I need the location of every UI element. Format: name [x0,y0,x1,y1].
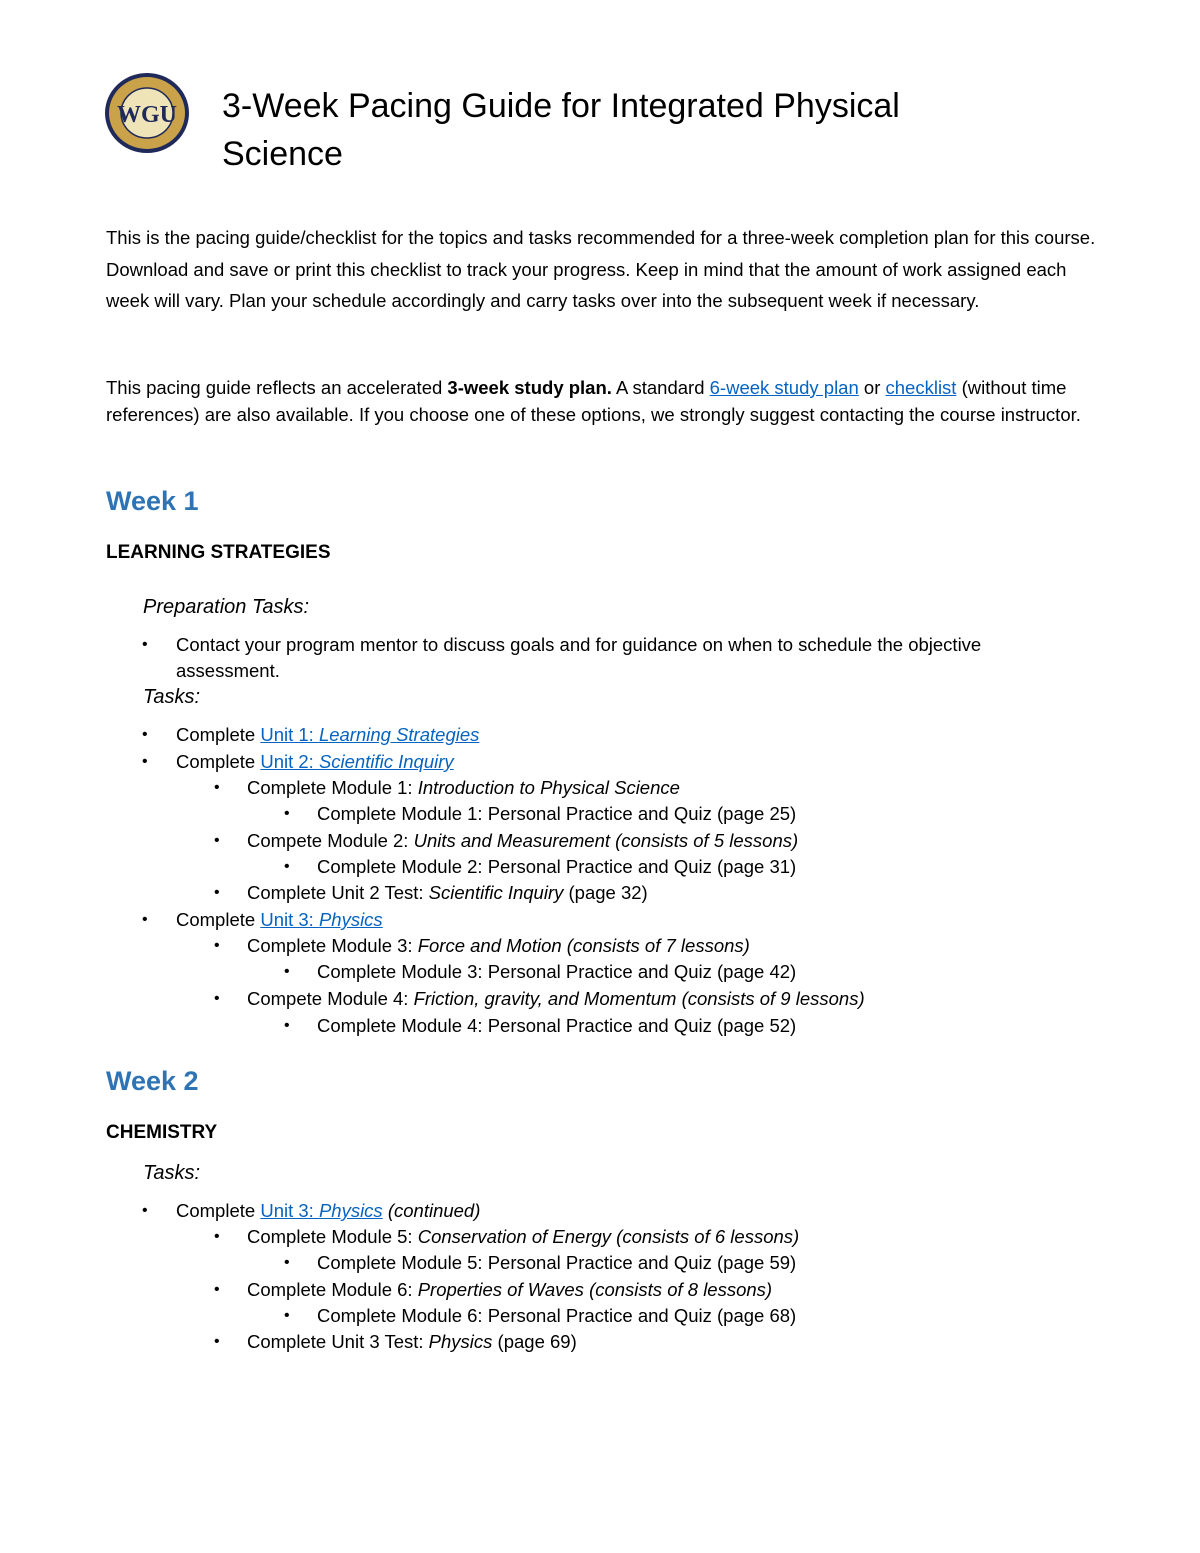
plan-text: (without time references) are also available. If you choose one of these options, we strongly suggest contacting the course instructor. [106,377,1081,425]
bullet-icon: • [214,1333,220,1350]
list-item [214,933,750,959]
item-text: Complete Unit 2 Test: [247,882,429,903]
item-text: Compete Module 4: [247,988,414,1009]
bullet-icon: • [214,832,220,849]
list-item [142,632,1056,684]
bullet-icon: • [214,779,220,796]
week-2-heading: Week 2 [106,1066,199,1096]
item-text: (continued) [382,1200,481,1221]
list-item [214,880,648,906]
item-text: Conservation of Energy (consists of 6 lessons) [417,1226,800,1247]
bullet-icon: • [284,1017,290,1034]
link-text: Scientific Inquiry [318,751,454,772]
six-week-plan-link[interactable]: 6-week study plan [709,377,859,398]
bullet-icon: • [284,1254,290,1271]
unit-2-link[interactable] [260,751,453,772]
list-item [214,1224,800,1250]
week-1-heading: Week 1 [106,486,199,516]
list-item [214,828,799,854]
wgu-seal-logo [104,72,190,154]
intro-paragraph: This is the pacing guide/checklist for the topics and tasks recommended for a three-week completion plan for this course. Download and save or print this checklist to track your progress. Keep in mind that the amount of work assigned each week will vary. Plan your schedule accordingly and carry tasks over into the subsequent week if necessary. [106,227,1096,311]
item-text: Complete Module 3: Personal Practice and Quiz (page 42) [317,961,797,982]
item-text: (page 69) [492,1331,577,1352]
link-text: Unit 3: [260,1200,319,1221]
item-text: Complete Module 6: [247,1279,418,1300]
item-text: (page 32) [563,882,648,903]
bullet-icon: • [142,636,148,653]
page-title [222,82,982,178]
item-text: Complete Module 3: [247,935,418,956]
item-text: Complete [176,724,261,745]
item-text: Complete Module 6: Personal Practice and Quiz (page 68) [317,1305,797,1326]
link-text: Learning Strategies [318,724,480,745]
bullet-icon: • [142,753,148,770]
bullet-icon: • [284,963,290,980]
list-item [214,1277,773,1303]
item-text: Complete Module 1: Personal Practice and Quiz (page 25) [317,803,797,824]
item-text: Complete Module 2: Personal Practice and Quiz (page 31) [317,856,797,877]
item-text: Units and Measurement (consists of 5 lessons) [413,830,799,851]
week-2-section-heading: CHEMISTRY [106,1122,218,1143]
item-text: Complete Module 5: Personal Practice and Quiz (page 59) [317,1252,797,1273]
plan-text: A standard [611,377,710,398]
item-text: Complete [176,751,261,772]
svg-text:WGU: WGU [117,102,177,128]
unit-3-link[interactable] [260,909,382,930]
unit-3-link[interactable] [260,1200,382,1221]
list-item [142,907,383,933]
bullet-icon: • [284,805,290,822]
bullet-icon: • [142,726,148,743]
list-item [284,801,797,827]
link-text: Physics [318,909,383,930]
bullet-icon: • [214,884,220,901]
list-item [214,986,865,1012]
list-item [214,1329,577,1355]
link-text: Unit 1: [260,724,319,745]
item-text: Complete Module 1: [247,777,418,798]
bullet-icon: • [214,1228,220,1245]
bullet-icon: • [214,990,220,1007]
item-text: Introduction to Physical Science [417,777,680,798]
item-text: Physics [428,1331,493,1352]
item-text: Friction, gravity, and Momentum (consists of 9 lessons) [413,988,865,1009]
item-text: Complete [176,1200,261,1221]
list-item [142,722,480,748]
item-text: Scientific Inquiry [428,882,564,903]
tasks-label: Tasks: [143,1162,201,1184]
plan-text: or [858,377,886,398]
bullet-icon: • [284,858,290,875]
item-text: Force and Motion (consists of 7 lessons) [417,935,750,956]
list-item [284,1013,797,1039]
item-text: Complete Unit 3 Test: [247,1331,429,1352]
bullet-icon: • [142,1202,148,1219]
checklist-link[interactable]: checklist [885,377,957,398]
item-text: Complete Module 5: [247,1226,418,1247]
bullet-icon: • [214,1281,220,1298]
plan-text: This pacing guide reflects an accelerated [106,377,448,398]
list-item [284,959,797,985]
link-text: Unit 3: [260,909,319,930]
link-text: Physics [318,1200,383,1221]
link-text: Unit 2: [260,751,319,772]
item-text: Properties of Waves (consists of 8 lessons) [417,1279,773,1300]
item-text: Complete [176,909,261,930]
list-item [214,775,680,801]
item-text: Compete Module 2: [247,830,414,851]
plan-paragraph [106,374,1106,428]
preparation-tasks-label: Preparation Tasks: [143,596,310,618]
title-line-1: 3-Week Pacing Guide for Integrated Physical [222,87,900,125]
unit-1-link[interactable] [260,724,479,745]
list-item [142,749,454,775]
week-1-section-heading: LEARNING STRATEGIES [106,542,331,563]
list-item [284,1303,797,1329]
item-text: Contact your program mentor to discuss goals and for guidance on when to schedule the objective assessment. [176,634,982,681]
bullet-icon: • [284,1307,290,1324]
list-item [284,1250,797,1276]
list-item [284,854,797,880]
plan-bold-text: 3-week study plan. [447,377,612,398]
bullet-icon: • [142,911,148,928]
tasks-label: Tasks: [143,686,201,708]
item-text: Complete Module 4: Personal Practice and Quiz (page 52) [317,1015,797,1036]
title-line-2: Science [222,135,343,173]
list-item [142,1198,481,1224]
bullet-icon: • [214,937,220,954]
